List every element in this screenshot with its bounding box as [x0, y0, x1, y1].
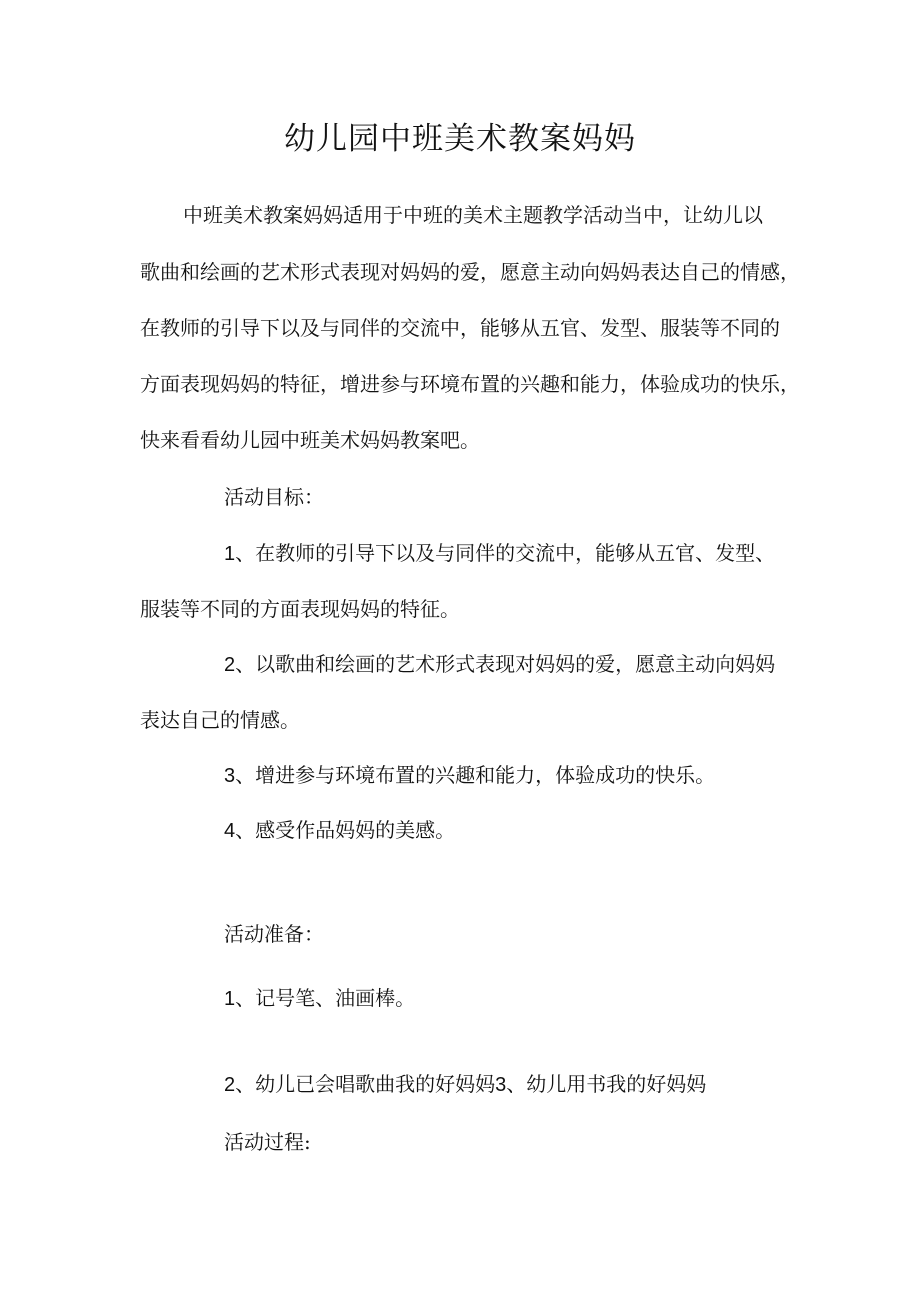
goal-item-4-text: 、感受作品妈妈的美感。	[235, 818, 456, 842]
goal-item-2	[224, 650, 775, 679]
prep-item-2-text: 、幼儿已会唱歌曲我的好妈妈	[235, 1072, 496, 1096]
goal-item-1-text: 、在教师的引导下以及与同伴的交流中，能够从五官、发型、	[235, 541, 776, 565]
goal-item-4	[224, 816, 455, 845]
prep-item-3-text: 、幼儿用书我的好妈妈	[506, 1072, 707, 1096]
goal-item-4-number: 4	[224, 820, 236, 842]
goals-heading: 活动目标：	[224, 485, 324, 509]
intro-line-5: 快来看看幼儿园中班美术妈妈教案吧。	[140, 428, 480, 452]
goal-item-2-continuation: 表达自己的情感。	[140, 708, 300, 732]
prep-item-1-text: 、记号笔、油画棒。	[235, 986, 416, 1010]
document-title: 幼儿园中班美术教案妈妈	[284, 121, 636, 157]
goal-item-2-text: 、以歌曲和绘画的艺术形式表现对妈妈的爱，愿意主动向妈妈	[235, 652, 776, 676]
process-heading: 活动过程:	[224, 1130, 311, 1154]
goal-item-3-text: 、增进参与环境布置的兴趣和能力，体验成功的快乐。	[235, 763, 716, 787]
goal-item-1-continuation: 服装等不同的方面表现妈妈的特征。	[140, 597, 460, 621]
prep-item-2-number: 2	[224, 1074, 236, 1096]
goal-item-1-number: 1	[224, 543, 236, 565]
goal-item-1	[224, 539, 775, 568]
prep-heading: 活动准备：	[224, 922, 324, 946]
prep-item-2	[224, 1070, 706, 1099]
goal-item-3-number: 3	[224, 765, 236, 787]
intro-line-3: 在教师的引导下以及与同伴的交流中，能够从五官、发型、服装等不同的	[140, 316, 780, 340]
prep-item-3-number: 3	[495, 1074, 507, 1096]
goal-item-2-number: 2	[224, 654, 236, 676]
goal-item-3	[224, 761, 715, 790]
prep-item-1-number: 1	[224, 988, 236, 1010]
intro-line-2: 歌曲和绘画的艺术形式表现对妈妈的爱，愿意主动向妈妈表达自己的情感，	[140, 260, 800, 284]
intro-line-4: 方面表现妈妈的特征，增进参与环境布置的兴趣和能力，体验成功的快乐，	[140, 372, 800, 396]
prep-item-1	[224, 984, 415, 1013]
intro-line-1: 中班美术教案妈妈适用于中班的美术主题教学活动当中，让幼儿以	[183, 203, 763, 227]
